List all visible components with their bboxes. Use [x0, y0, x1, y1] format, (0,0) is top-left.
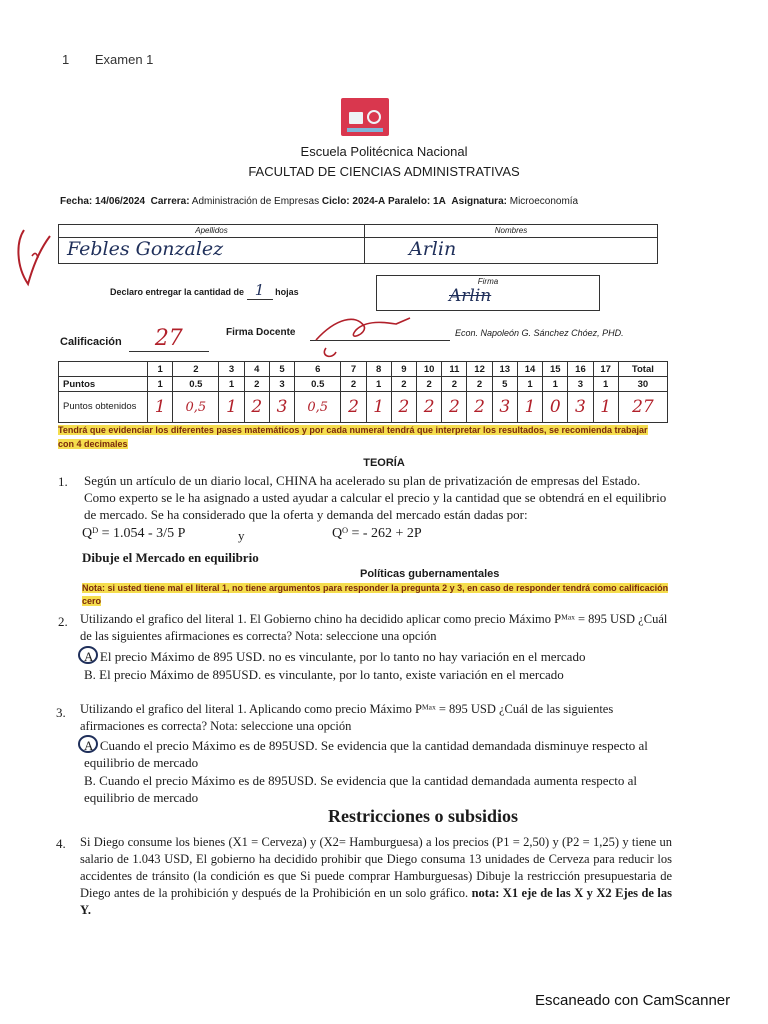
q1-demand: Qᴰ = 1.054 - 3/5 P	[82, 526, 186, 541]
section-teoria: TEORÍA	[363, 457, 405, 469]
q2-option-a: A. El precio Máximo de 895 USD. no es vinculante, por lo tanto no hay variación en el mercado	[84, 649, 586, 664]
puntos-cell: 2	[341, 377, 366, 392]
puntos-cell: 5	[492, 377, 517, 392]
q3-option-b: B. Cuando el precio Máximo es de 895USD. Se evidencia que la cantidad demandada aumenta respecto al equilibrio de mercado	[84, 773, 638, 805]
obtenido-cell: 1	[366, 392, 391, 423]
puntos-cell: 2	[442, 377, 467, 392]
school-name: Escuela Politécnica Nacional	[300, 144, 468, 159]
puntos-cell: 1	[366, 377, 391, 392]
obtenido-cell: 2	[442, 392, 467, 423]
puntos-cell: 2	[391, 377, 416, 392]
check-mark-icon	[10, 222, 54, 294]
obtenidos-label: Puntos obtenidos	[59, 392, 148, 423]
calificacion-field	[129, 326, 209, 352]
q3-option-a-circle	[78, 735, 98, 753]
note-top	[58, 423, 658, 451]
q4-nota: nota: X1 eje de las X y X2 Ejes de las Y.	[80, 886, 672, 917]
fecha-label: Fecha:	[60, 196, 93, 207]
declaration-line	[110, 281, 299, 300]
nombres-value: Arlin	[409, 238, 457, 260]
header-cell: 16	[568, 362, 593, 377]
obtenido-cell: 3	[568, 392, 593, 423]
calificacion-value: 27	[154, 326, 183, 351]
header-cell: 10	[417, 362, 442, 377]
apellidos-header: Apellidos	[59, 225, 364, 238]
header-cell: 17	[593, 362, 618, 377]
puntos-row	[59, 377, 668, 392]
faculty-name: FACULTAD DE CIENCIAS ADMINISTRATIVAS	[248, 164, 520, 179]
q1-y: y	[238, 528, 245, 543]
q1-number: 1.	[58, 474, 68, 489]
calificacion-label: Calificación	[60, 336, 122, 348]
note-top-text: Tendrá que evidenciar los diferentes pases matemáticos y por cada numeral tendrá que interpretar los resultados, se recomienda trabajar con 4 decimales	[58, 425, 648, 449]
obtenido-cell: 2	[391, 392, 416, 423]
declaro-prefix: Declaro entregar la cantidad de	[110, 287, 245, 297]
declaro-suffix: hojas	[275, 287, 299, 297]
puntos-cell: 1	[543, 377, 568, 392]
school-logo-icon	[341, 98, 389, 136]
section-politicas: Políticas gubernamentales	[360, 568, 500, 580]
q1-text: Según un artículo de un diario local, CHINA ha acelerado su plan de privatización de empresas del Estado. Como experto se le ha asignado a usted ayudar a calcular el precio y la cantidad que se obtendrá en el equilibrio de mercado. Se ha considerado que la oferta y demanda del mercado están dadas por:	[84, 473, 667, 522]
header-cell: 2	[173, 362, 219, 377]
docente-name: Econ. Napoleón G. Sánchez Chóez, PHD.	[455, 328, 624, 338]
header-cell-total: Total	[618, 362, 667, 377]
exam-info-line	[60, 196, 740, 207]
q4-body: Si Diego consume los bienes (X1 = Cerveza) y (X2= Hamburguesa) a los precios (P1 = 2,50) y (P2 = 1,25) y tiene un salario de 1.043 USD, El gobierno ha decidido prohibir que Diego consuma 13 unidades de Cerveza para reducir los accidentes de tránsito (la condición es que Si puede comprar Hamburguesas) Dibuje la restricción presupuestaria de Diego antes de la prohibición y después de la Prohibición en un solo gráfico.	[80, 835, 672, 900]
table-corner	[59, 362, 148, 377]
apellidos-value: Febles Gonzalez	[67, 238, 224, 260]
puntos-cell: 1	[148, 377, 173, 392]
hojas-count: 1	[247, 281, 273, 300]
obtenido-cell: 2	[467, 392, 492, 423]
page-number: 1	[62, 52, 70, 67]
header-cell: 5	[269, 362, 294, 377]
obtenido-cell: 3	[269, 392, 294, 423]
nombres-header: Nombres	[365, 225, 657, 238]
section-restricciones: Restricciones o subsidios	[327, 806, 518, 826]
q2-option-b: B. El precio Máximo de 895USD. es vinculante, por lo tanto, existe variación en el mercado	[84, 667, 564, 682]
q2-number: 2.	[58, 614, 68, 629]
gear-icon	[367, 110, 381, 124]
paralelo-label: Paralelo:	[388, 196, 431, 207]
q4-number: 4.	[56, 836, 66, 851]
note-mid	[82, 582, 672, 608]
firma-box	[376, 275, 600, 311]
obtenido-total: 27	[618, 392, 667, 423]
obtenido-cell: 1	[219, 392, 244, 423]
q2-text: Utilizando el grafico del literal 1. El Gobierno chino ha decidido aplicar como precio Máximo Pᴹᵃˣ = 895 USD ¿Cuál de las siguientes afirmaciones es correcta? Nota: seleccione una opción	[80, 612, 668, 643]
obtenido-cell: 2	[417, 392, 442, 423]
book-icon	[349, 112, 363, 124]
obtenido-cell: 1	[517, 392, 542, 423]
puntos-cell: 2	[467, 377, 492, 392]
q3-text: Utilizando el grafico del literal 1. Aplicando como precio Máximo Pᴹᵃˣ = 895 USD ¿Cuál de las siguientes afirmaciones es correcta? Nota: seleccione una opción	[80, 702, 614, 733]
header-cell: 1	[148, 362, 173, 377]
header-cell: 9	[391, 362, 416, 377]
obtenido-cell: 0,5	[295, 392, 341, 423]
header-cell: 15	[543, 362, 568, 377]
ciclo-label: Ciclo:	[321, 196, 350, 207]
ciclo-value: 2024-A	[352, 196, 386, 207]
header-cell: 7	[341, 362, 366, 377]
calificacion-row	[60, 326, 209, 352]
puntos-total: 30	[618, 377, 667, 392]
puntos-cell: 3	[269, 377, 294, 392]
header-cell: 14	[517, 362, 542, 377]
paralelo-value: 1A	[433, 196, 446, 207]
carrera-label: Carrera:	[150, 196, 190, 207]
logo-band	[347, 128, 383, 132]
obtenido-cell: 0	[543, 392, 568, 423]
header-cell: 8	[366, 362, 391, 377]
puntos-cell: 1	[517, 377, 542, 392]
q3-option-a: A. Cuando el precio Máximo es de 895USD. Se evidencia que la cantidad demandada disminuye respecto al equilibrio de mercado	[84, 738, 648, 770]
asignatura-value: Microeconomía	[509, 196, 579, 207]
q1-instruction: Dibuje el Mercado en equilibrio	[82, 550, 259, 565]
obtenidos-row	[59, 392, 668, 423]
page-title: Examen 1	[94, 52, 154, 67]
puntos-cell: 1	[219, 377, 244, 392]
puntos-cell: 2	[244, 377, 269, 392]
q2-option-a-circle	[78, 646, 98, 664]
header-cell: 3	[219, 362, 244, 377]
q4-text	[80, 834, 672, 919]
points-header-row	[59, 362, 668, 377]
header-cell: 13	[492, 362, 517, 377]
camscanner-footer: Escaneado con CamScanner	[535, 992, 731, 1009]
q3-number: 3.	[56, 705, 66, 720]
obtenido-cell: 1	[593, 392, 618, 423]
puntos-cell: 3	[568, 377, 593, 392]
student-name-table	[58, 224, 658, 264]
puntos-label: Puntos	[59, 377, 148, 392]
puntos-cell: 1	[593, 377, 618, 392]
header-cell: 4	[244, 362, 269, 377]
carrera-value: Administración de Empresas	[191, 196, 320, 207]
student-signature: Arlin	[449, 286, 492, 306]
page-header	[62, 52, 175, 67]
puntos-cell: 2	[417, 377, 442, 392]
firma-docente-label: Firma Docente	[226, 327, 296, 338]
obtenido-cell: 0,5	[173, 392, 219, 423]
note-mid-text: Nota: si usted tiene mal el literal 1, no tiene argumentos para responder la pregunta 2 y 3, en caso de responder tendrá como calificación cero	[82, 583, 669, 606]
name-table-divider	[364, 225, 365, 263]
points-table	[58, 361, 668, 423]
header-cell: 6	[295, 362, 341, 377]
header-cell: 11	[442, 362, 467, 377]
obtenido-cell: 2	[341, 392, 366, 423]
asignatura-label: Asignatura:	[451, 196, 507, 207]
puntos-cell: 0.5	[295, 377, 341, 392]
puntos-cell: 0.5	[173, 377, 219, 392]
firma-label: Firma	[477, 277, 499, 286]
q1-supply: Qᴼ = - 262 + 2P	[332, 526, 422, 541]
obtenido-cell: 3	[492, 392, 517, 423]
fecha-value: 14/06/2024	[95, 196, 146, 207]
header-cell: 12	[467, 362, 492, 377]
obtenido-cell: 2	[244, 392, 269, 423]
teacher-signature-icon	[306, 308, 436, 360]
obtenido-cell: 1	[148, 392, 173, 423]
